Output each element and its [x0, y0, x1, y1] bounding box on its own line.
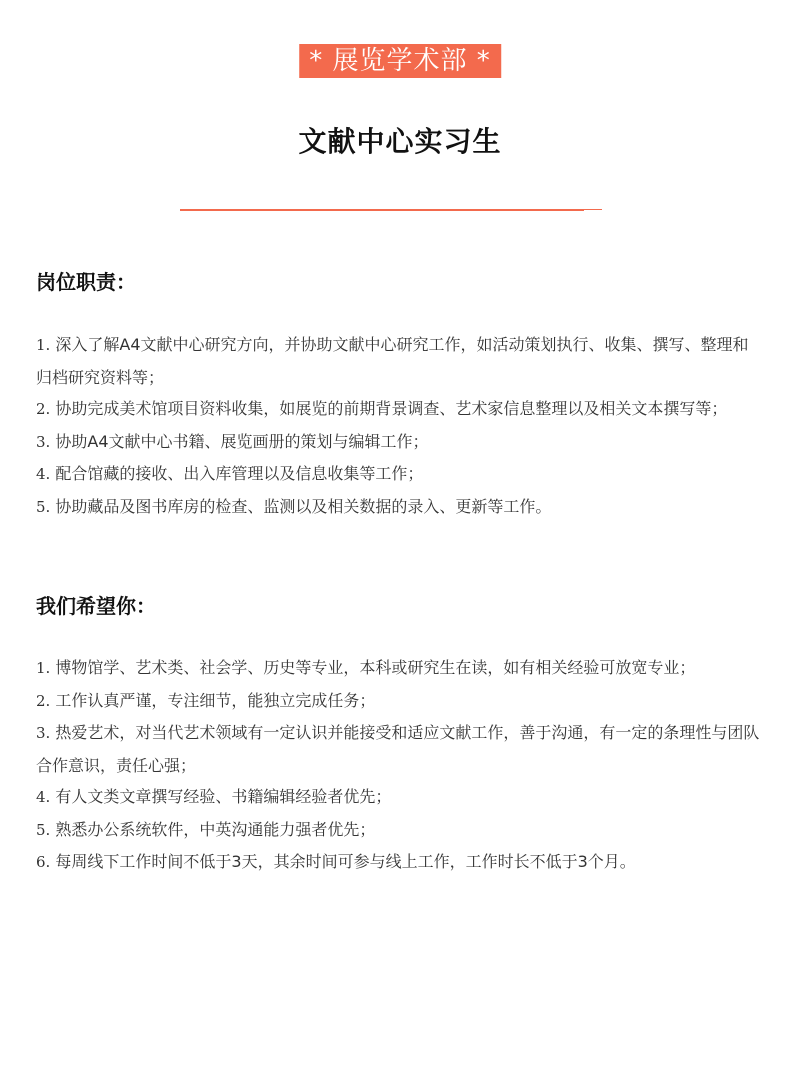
item-text: 热爱艺术，对当代艺术领域有一定认识并能接受和适应文献工作，善于沟通，有一定的条理性与团队合作意识，责任心强； [36, 723, 760, 775]
list-item [36, 717, 764, 781]
list-item [36, 426, 764, 459]
list-item [36, 491, 764, 524]
item-text: 每周线下工作时间不低于3天，其余时间可参与线上工作，工作时长不低于3个月。 [50, 852, 636, 871]
list-item [36, 393, 764, 426]
item-number: 5. [36, 497, 51, 516]
title-divider [180, 209, 584, 211]
item-number: 5. [36, 820, 51, 839]
item-text: 配合馆藏的接收、出入库管理以及信息收集等工作； [50, 464, 424, 483]
item-text: 协助A4文献中心书籍、展览画册的策划与编辑工作； [50, 431, 429, 451]
item-text: 协助完成美术馆项目资料收集，如展览的前期背景调查、艺术家信息整理以及相关文本撰写等； [50, 399, 728, 418]
list-item [36, 781, 764, 814]
item-text: 博物馆学、艺术类、社会学、历史等专业，本科或研究生在读，如有相关经验可放宽专业； [50, 658, 696, 677]
item-number: 4. [36, 788, 51, 806]
item-text: 协助藏品及图书库房的检查、监测以及相关数据的录入、更新等工作。 [50, 496, 552, 516]
item-text: 深入了解A4文献中心研究方向，并协助文献中心研究工作，如活动策划执行、收集、撰写、整理和归档研究资料等； [36, 335, 749, 387]
title-divider-tail [584, 209, 602, 210]
list-item [36, 458, 764, 491]
item-number: 2. [36, 691, 51, 710]
list-item [36, 814, 764, 847]
item-number: 6. [36, 853, 51, 871]
job-title: 文献中心实习生 [298, 125, 502, 158]
list-item [36, 652, 764, 685]
item-text: 工作认真严谨，专注细节，能独立完成任务； [50, 690, 376, 710]
responsibilities-heading: 岗位职责： [36, 270, 136, 294]
item-text: 有人文类文章撰写经验、书籍编辑经验者优先； [50, 787, 392, 806]
requirements-heading: 我们希望你： [36, 594, 156, 618]
item-text: 熟悉办公系统软件，中英沟通能力强者优先； [50, 819, 376, 839]
list-item [36, 329, 764, 393]
item-number: 1. [36, 659, 51, 677]
requirements-list [36, 652, 764, 879]
list-item [36, 846, 764, 879]
item-number: 3. [36, 724, 51, 742]
item-number: 4. [36, 465, 51, 483]
responsibilities-list [36, 329, 764, 523]
list-item [36, 685, 764, 718]
item-number: 2. [36, 400, 51, 418]
item-number: 1. [36, 336, 51, 354]
department-badge: * 展览学术部 * [299, 44, 501, 78]
item-number: 3. [36, 432, 51, 451]
